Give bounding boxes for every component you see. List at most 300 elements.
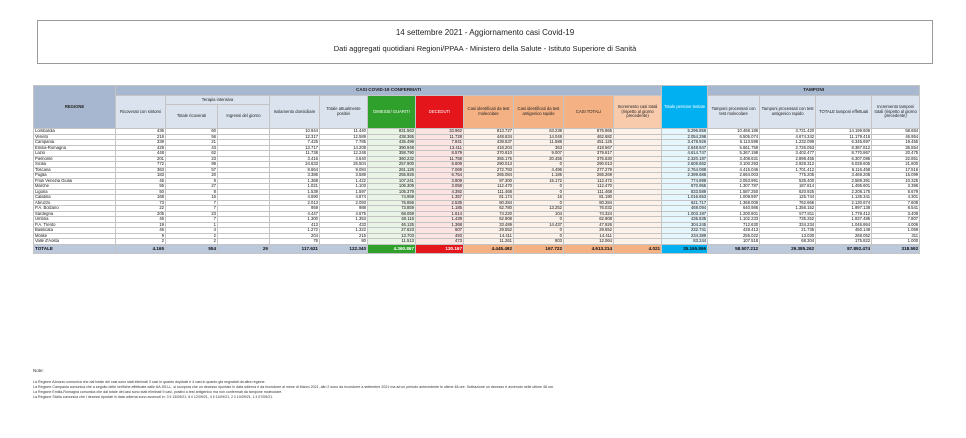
- header-deceduti: DECEDUTI: [416, 96, 464, 129]
- report-title: 14 settembre 2021 - Aggiornamento casi Covid-19: [395, 28, 575, 37]
- cell-positivi: 12.248: [320, 151, 368, 157]
- cell-casi-totali: 12.064: [564, 239, 614, 245]
- cell-ti-totale: 21: [166, 140, 218, 146]
- cell-ricoverati: 448: [116, 151, 166, 157]
- cell-isolamento: 4.690: [270, 195, 320, 201]
- header-ricoverati: Ricoverati con sintomi: [116, 96, 166, 129]
- cell-t-incremento: 7.608: [872, 200, 920, 206]
- cell-molecolare: 265.084: [464, 173, 514, 179]
- cell-t-totale: 8.770.867: [816, 151, 872, 157]
- cell-molecolare: 97.300: [464, 178, 514, 184]
- cell-antigenico: 0: [514, 233, 564, 239]
- cell-t-incremento: 58.684: [872, 129, 920, 135]
- cell-t-incremento: 35.554: [872, 145, 920, 151]
- cell-t-antigenico: 2.898.455: [760, 156, 816, 162]
- cell-dimessi: 75.656: [368, 200, 416, 206]
- cell-antigenico: 14.437: [514, 222, 564, 228]
- cell-t-totale: 268.052: [816, 233, 872, 239]
- cell-positivi: 9.084: [320, 167, 368, 173]
- cell-ricoverati: 168: [116, 195, 166, 201]
- cell-molecolare: 272.783: [464, 167, 514, 173]
- cell-t-molecolare: 2.053.991: [708, 178, 760, 184]
- cell-t-molecolare: 3.100.293: [708, 162, 760, 168]
- cell-isolamento: 12.317: [270, 134, 320, 140]
- cell-persone: 304.245: [662, 222, 708, 228]
- cell-t-antigenico: 3.731.420: [760, 129, 816, 135]
- cell-t-antigenico: 577.811: [760, 211, 816, 217]
- cell-t-incremento: 7.807: [872, 217, 920, 223]
- cell-dimessi: 435.499: [368, 140, 416, 146]
- cell-positivi: 3.640: [320, 156, 368, 162]
- cell-t-totale: 11.179.416: [816, 134, 872, 140]
- cell-casi-totali: 451.125: [564, 140, 614, 146]
- cell-t-totale: 6.307.086: [816, 156, 872, 162]
- cell-persone: 2.320.187: [662, 156, 708, 162]
- cell-isolamento: 10.944: [270, 129, 320, 135]
- notes-section: [33, 368, 933, 400]
- cell-dimessi: 358.790: [368, 151, 416, 157]
- cell-t-molecolare: 4.415.046: [708, 167, 760, 173]
- cell-t-antigenico: 3.402.477: [760, 151, 816, 157]
- cell-t-molecolare: 1.200.601: [708, 211, 760, 217]
- cell-dimessi: 438.365: [368, 134, 416, 140]
- cell-persone: 234.389: [662, 233, 708, 239]
- covid-data-table: [33, 85, 966, 254]
- header-group-terapia-intensiva: Terapia intensiva: [166, 96, 270, 105]
- cell-deceduti: 1.357: [416, 195, 464, 201]
- cell-ricoverati: 205: [116, 211, 166, 217]
- cell-t-molecolare: 640.986: [708, 206, 760, 212]
- cell-persone: 774.899: [662, 178, 708, 184]
- cell-dimessi: 74.959: [368, 195, 416, 201]
- cell-casi-totali: 14.411: [564, 233, 614, 239]
- cell-t-molecolare: 255.022: [708, 233, 760, 239]
- cell-positivi: 1.597: [320, 189, 368, 195]
- cell-deceduti: 4.392: [416, 189, 464, 195]
- header-region: REGIONE: [34, 86, 116, 129]
- cell-antigenico: 363: [514, 145, 564, 151]
- header-dimessi: DIMESSI/ GUARITI: [368, 96, 416, 129]
- cell-antigenico: 803: [514, 239, 564, 245]
- cell-ricoverati: 19: [116, 222, 166, 228]
- cell-dimessi: 105.379: [368, 189, 416, 195]
- cell-t-antigenico: 2.928.312: [760, 162, 816, 168]
- cell-ricoverati: 46: [116, 217, 166, 223]
- cell-t-antigenico: 775.205: [760, 173, 816, 179]
- cell-t-totale: 175.822: [816, 239, 872, 245]
- cell-molecolare: 80.284: [464, 200, 514, 206]
- cell-t-totale: 87.892.474: [816, 244, 872, 253]
- cell-deceduti: 7.069: [416, 167, 464, 173]
- cell-ricoverati: 183: [116, 173, 166, 179]
- cell-region: Marche: [34, 184, 116, 190]
- cell-t-totale: 1.837.485: [816, 217, 872, 223]
- cell-ricoverati: 73: [116, 200, 166, 206]
- cell-ti-totale: 7: [166, 200, 218, 206]
- cell-persone: 2.764.088: [662, 167, 708, 173]
- cell-casi-totali: 375.630: [564, 156, 614, 162]
- cell-antigenico: 0: [514, 200, 564, 206]
- cell-antigenico: 11.588: [514, 140, 564, 146]
- cell-ti-ingressi: 29: [218, 244, 270, 253]
- cell-positivi: 25.504: [320, 162, 368, 168]
- cell-ricoverati: 436: [116, 129, 166, 135]
- cell-casi-totali: 379.617: [564, 151, 614, 157]
- cell-isolamento: 1.539: [270, 189, 320, 195]
- header-tamponi-molecolare: Tamponi processati con test molecolare: [708, 96, 760, 129]
- cell-casi-totali: 81.190: [564, 195, 614, 201]
- cell-t-molecolare: 58.507.212: [708, 244, 760, 253]
- cell-region: Lazio: [34, 151, 116, 157]
- cell-t-incremento: 8.679: [872, 189, 920, 195]
- cell-molecolare: 112.470: [464, 184, 514, 190]
- cell-dimessi: 106.309: [368, 184, 416, 190]
- cell-dimessi: 257.900: [368, 162, 416, 168]
- cell-antigenico: 15.172: [514, 178, 564, 184]
- cell-dimessi: 831.563: [368, 129, 416, 135]
- cell-t-incremento: 3.396: [872, 184, 920, 190]
- cell-t-molecolare: 10.468.186: [708, 129, 760, 135]
- cell-persone: 870.955: [662, 184, 708, 190]
- cell-t-totale: 1.135.341: [816, 195, 872, 201]
- cell-positivi: 1.422: [320, 178, 368, 184]
- cell-antigenico: 0: [514, 162, 564, 168]
- cell-positivi: 2.093: [320, 200, 368, 206]
- cell-isolamento: 24.633: [270, 162, 320, 168]
- cell-isolamento: 959: [270, 206, 320, 212]
- cell-dimessi: 107.241: [368, 178, 416, 184]
- cell-deceduti: 6.754: [416, 173, 464, 179]
- cell-t-molecolare: 107.518: [708, 239, 760, 245]
- cell-ti-totale: 16: [166, 195, 218, 201]
- cell-region: Molise: [34, 233, 116, 239]
- cell-deceduti: 2.535: [416, 200, 464, 206]
- note-line: La Regione Abruzzo comunica che dal totale dei casi sono stati eliminati 3 casi in quanto duplicati e 4 casi in quanto già segnalati da altra regione.: [33, 380, 266, 384]
- cell-molecolare: 14.411: [464, 233, 514, 239]
- cell-t-incremento: 17.516: [872, 167, 920, 173]
- cell-ricoverati: 772: [116, 162, 166, 168]
- report-subtitle: Dati aggregati quotidiani Regioni/PPAA - Ministero della Salute - Istituto Superiore di Sanità: [333, 44, 637, 53]
- cell-t-antigenico: 2.726.053: [760, 145, 816, 151]
- cell-t-molecolare: 2.694.003: [708, 173, 760, 179]
- cell-t-antigenico: 1.232.099: [760, 140, 816, 146]
- cell-persone: 833.589: [662, 189, 708, 195]
- cell-dimessi: 68.059: [368, 211, 416, 217]
- cell-t-antigenico: 535.400: [760, 178, 816, 184]
- cell-positivi: 7.785: [320, 140, 368, 146]
- cell-persone: 1.003.187: [662, 211, 708, 217]
- cell-t-antigenico: 187.814: [760, 184, 816, 190]
- cell-molecolare: 418.204: [464, 145, 514, 151]
- cell-dimessi: 46.125: [368, 222, 416, 228]
- cell-isolamento: 4.447: [270, 211, 320, 217]
- cell-casi-totali: 4.613.214: [564, 244, 614, 253]
- cell-t-incremento: 1.000: [872, 239, 920, 245]
- cell-deceduti: 1.614: [416, 211, 464, 217]
- cell-t-antigenico: 334.234: [760, 222, 816, 228]
- cell-isolamento: 1.368: [270, 178, 320, 184]
- cell-ricoverati: 363: [116, 167, 166, 173]
- cell-ti-totale: 4: [166, 228, 218, 234]
- cell-t-incremento: 15.099: [872, 173, 920, 179]
- cell-persone: 83.244: [662, 239, 708, 245]
- cell-region: P.A. Bolzano: [34, 206, 116, 212]
- cell-deceduti: 11.728: [416, 134, 464, 140]
- cell-molecolare: 29.552: [464, 228, 514, 234]
- cell-positivi: 3.589: [320, 173, 368, 179]
- cell-positivi: 11.440: [320, 129, 368, 135]
- cell-dimessi: 27.623: [368, 228, 416, 234]
- cell-t-antigenico: 125.744: [760, 195, 816, 201]
- cell-antigenico: 0: [514, 217, 564, 223]
- cell-t-antigenico: 68.304: [760, 239, 816, 245]
- note-line: La Regione Sicilia comunica che i decessi riportati in data odierna sono avvenuti in: 3 il 13/09/21, 6 il 12/09/21, 4 il 11/09/21, 2 il 10/09/21, 1 il 07/09/21.: [33, 395, 274, 399]
- cell-t-totale: 6.028.605: [816, 162, 872, 168]
- cell-molecolare: 62.780: [464, 206, 514, 212]
- cell-casi-totali: 111.468: [564, 189, 614, 195]
- cell-isolamento: 1.300: [270, 217, 320, 223]
- cell-t-molecolare: 1.587.250: [708, 189, 760, 195]
- cell-t-molecolare: 6.505.074: [708, 134, 760, 140]
- cell-casi-totali: 277.279: [564, 167, 614, 173]
- cell-region: Veneto: [34, 134, 116, 140]
- cell-t-incremento: 21.600: [872, 162, 920, 168]
- cell-t-molecolare: 1.009.597: [708, 195, 760, 201]
- cell-antigenico: 63.238: [514, 129, 564, 135]
- cell-isolamento: 2.013: [270, 200, 320, 206]
- cell-deceduti: 473: [416, 239, 464, 245]
- cell-ricoverati: 22: [116, 206, 166, 212]
- cell-region: Umbria: [34, 217, 116, 223]
- cell-casi-totali: 29.552: [564, 228, 614, 234]
- cell-ti-totale: 43: [166, 145, 218, 151]
- cell-positivi: 12.589: [320, 134, 368, 140]
- cell-deceduti: 13.411: [416, 145, 464, 151]
- cell-positivi: 1.322: [320, 228, 368, 234]
- cell-ti-totale: 2: [166, 239, 218, 245]
- cell-casi-totali: 876.965: [564, 129, 614, 135]
- cell-t-totale: 2.589.391: [816, 178, 872, 184]
- cell-positivi: 1.353: [320, 217, 368, 223]
- cell-region: Sardegna: [34, 211, 116, 217]
- cell-region: Friuli Venezia Giulia: [34, 178, 116, 184]
- cell-region: Emilia-Romagna: [34, 145, 116, 151]
- cell-dimessi: 390.948: [368, 145, 416, 151]
- cell-molecolare: 111.468: [464, 189, 514, 195]
- cell-deceduti: 3.058: [416, 184, 464, 190]
- cell-t-incremento: 3.408: [872, 211, 920, 217]
- cell-deceduti: 1.368: [416, 222, 464, 228]
- cell-deceduti: 8.579: [416, 151, 464, 157]
- cell-region: Sicilia: [34, 162, 116, 168]
- cell-casi-totali: 47.926: [564, 222, 614, 228]
- cell-t-antigenico: 4.674.342: [760, 134, 816, 140]
- cell-dimessi: 360.232: [368, 156, 416, 162]
- cell-positivi: 80: [320, 239, 368, 245]
- cell-ti-totale: 8: [166, 189, 218, 195]
- cell-antigenico: 0: [514, 228, 564, 234]
- cell-molecolare: 439.537: [464, 140, 514, 146]
- cell-t-totale: 450.148: [816, 228, 872, 234]
- header-group-confirmed: CASI COVID-19 CONFERMATI: [116, 86, 662, 96]
- cell-t-molecolare: 3.408.631: [708, 156, 760, 162]
- cell-t-molecolare: 5.661.759: [708, 145, 760, 151]
- cell-isolamento: 413: [270, 222, 320, 228]
- cell-persone: 4.614.747: [662, 151, 708, 157]
- cell-molecolare: 81.174: [464, 195, 514, 201]
- cell-region: Piemonte: [34, 156, 116, 162]
- cell-t-totale: 6.116.458: [816, 167, 872, 173]
- cell-molecolare: 370.610: [464, 151, 514, 157]
- cell-isolamento: 8.664: [270, 167, 320, 173]
- cell-ti-totale: 20: [166, 173, 218, 179]
- header-tamponi-totale: TOTALE tamponi effettuati: [816, 96, 872, 129]
- cell-ricoverati: 45: [116, 178, 166, 184]
- cell-casi-totali: 80.284: [564, 200, 614, 206]
- cell-ricoverati: 428: [116, 145, 166, 151]
- cell-antigenico: 4.496: [514, 167, 564, 173]
- cell-t-molecolare: 1.307.787: [708, 184, 760, 190]
- cell-t-incremento: 19.455: [872, 140, 920, 146]
- cell-region: Puglia: [34, 173, 116, 179]
- cell-ti-totale: 2: [166, 233, 218, 239]
- header-isolamento: Isolamento domiciliare: [270, 96, 320, 129]
- cell-positivi: 122.340: [320, 244, 368, 253]
- cell-region: TOTALE: [34, 244, 116, 253]
- cell-t-incremento: 1.059: [872, 228, 920, 234]
- cell-ricoverati: 4.165: [116, 244, 166, 253]
- cell-isolamento: 76: [270, 239, 320, 245]
- cell-t-totale: 1.495.601: [816, 184, 872, 190]
- cell-positivi: 4.675: [320, 211, 368, 217]
- cell-casi-totali: 290.013: [564, 162, 614, 168]
- header-antigenico: Casi identificati da test antigenico rapido: [514, 96, 564, 129]
- cell-t-incremento: 4.301: [872, 195, 920, 201]
- cell-t-totale: 2.208.175: [816, 189, 872, 195]
- cell-t-antigenico: 21.735: [760, 228, 816, 234]
- cell-t-molecolare: 5.367.198: [708, 151, 760, 157]
- note-line: La Regione Campania comunica che a seguito delle verifiche effettuate dalle AA.SS.LL. si scorpora che un decesso riportato in data odierna è da ricondurre al mese di Marzo 2021, altri 2 sono da ricondurre a settembre 2021 ma ad un periodo antecedente le ultime 48 ore. Sottrazione un decesso è avvenuto nelle ultime 48 ore.: [33, 385, 555, 389]
- cell-deceduti: 3.809: [416, 178, 464, 184]
- cell-persone: 35.165.866: [662, 244, 708, 253]
- cell-casi-totali: 74.324: [564, 211, 614, 217]
- cell-ricoverati: 2: [116, 239, 166, 245]
- cell-t-incremento: 22.851: [872, 156, 920, 162]
- cell-molecolare: 4.445.492: [464, 244, 514, 253]
- cell-persone: 2.648.947: [662, 145, 708, 151]
- title-box: [37, 20, 933, 64]
- cell-ti-totale: 9: [166, 178, 218, 184]
- cell-deceduti: 11.758: [416, 156, 464, 162]
- cell-ricoverati: 55: [116, 184, 166, 190]
- cell-t-antigenico: 29.385.262: [760, 244, 816, 253]
- cell-isolamento: 204: [270, 233, 320, 239]
- cell-ti-totale: 7: [166, 206, 218, 212]
- cell-isolamento: 1.021: [270, 184, 320, 190]
- cell-isolamento: 11.738: [270, 151, 320, 157]
- cell-t-molecolare: 1.102.233: [708, 217, 760, 223]
- cell-antigenico: 20.455: [514, 156, 564, 162]
- cell-t-antigenico: 1.356.152: [760, 206, 816, 212]
- cell-dimessi: 73.859: [368, 206, 416, 212]
- cell-antigenico: 167.722: [514, 244, 564, 253]
- cell-antigenico: 0: [514, 184, 564, 190]
- cell-positivi: 1.103: [320, 184, 368, 190]
- cell-region: Campania: [34, 140, 116, 146]
- cell-t-totale: 8.387.812: [816, 145, 872, 151]
- cell-antigenico: 14.048: [514, 134, 564, 140]
- table-body: [34, 129, 966, 254]
- cell-t-totale: 3.469.208: [816, 173, 872, 179]
- cell-ti-totale: 99: [166, 162, 218, 168]
- cell-t-antigenico: 620.925: [760, 189, 816, 195]
- cell-ricoverati: 339: [116, 140, 166, 146]
- cell-ti-totale: 1: [166, 222, 218, 228]
- cell-region: Calabria: [34, 195, 116, 201]
- cell-persone: 469.094: [662, 206, 708, 212]
- cell-positivi: 4.874: [320, 195, 368, 201]
- cell-t-antigenico: 762.666: [760, 200, 816, 206]
- cell-t-totale: 2.130.674: [816, 200, 872, 206]
- cell-ricoverati: 216: [116, 134, 166, 140]
- cell-t-incremento: 10.325: [872, 178, 920, 184]
- cell-molecolare: 11.261: [464, 239, 514, 245]
- cell-t-molecolare: 5.113.598: [708, 140, 760, 146]
- cell-ti-totale: 554: [166, 244, 218, 253]
- cell-ti-totale: 57: [166, 167, 218, 173]
- cell-antigenico: 1.185: [514, 173, 564, 179]
- cell-region: P.A. Trento: [34, 222, 116, 228]
- header-casi-totali: CASI TOTALI: [564, 96, 614, 129]
- cell-ti-totale: 60: [166, 129, 218, 135]
- cell-antigenico: 16: [514, 195, 564, 201]
- cell-incremento: 4.021: [614, 244, 662, 253]
- cell-dimessi: 13.703: [368, 233, 416, 239]
- cell-deceduti: 6.609: [416, 162, 464, 168]
- cell-positivi: 988: [320, 206, 368, 212]
- cell-t-antigenico: 1.701.412: [760, 167, 816, 173]
- cell-positivi: 14.208: [320, 145, 368, 151]
- cell-persone: 2.605.662: [662, 162, 708, 168]
- cell-t-totale: 14.199.606: [816, 129, 872, 135]
- cell-casi-totali: 76.032: [564, 206, 614, 212]
- cell-region: Valle d'Aosta: [34, 239, 116, 245]
- cell-persone: 3.478.926: [662, 140, 708, 146]
- cell-t-incremento: 46.954: [872, 134, 920, 140]
- cell-persone: 2.399.685: [662, 173, 708, 179]
- cell-t-antigenico: 735.252: [760, 217, 816, 223]
- cell-isolamento: 13.717: [270, 145, 320, 151]
- cell-persone: 1.016.653: [662, 195, 708, 201]
- cell-casi-totali: 462.682: [564, 134, 614, 140]
- cell-ti-totale: 27: [166, 184, 218, 190]
- cell-dimessi: 255.926: [368, 173, 416, 179]
- cell-t-totale: 1.046.864: [816, 222, 872, 228]
- cell-ti-totale: 62: [166, 151, 218, 157]
- cell-casi-totali: 418.567: [564, 145, 614, 151]
- cell-casi-totali: 112.470: [564, 184, 614, 190]
- cell-region: Toscana: [34, 167, 116, 173]
- cell-t-incremento: 8.541: [872, 206, 920, 212]
- cell-deceduti: 493: [416, 233, 464, 239]
- cell-dimessi: 60.116: [368, 217, 416, 223]
- cell-t-antigenico: 13.030: [760, 233, 816, 239]
- cell-casi-totali: 62.908: [564, 217, 614, 223]
- cell-molecolare: 448.634: [464, 134, 514, 140]
- cell-region: Basilicata: [34, 228, 116, 234]
- cell-casi-totali: 266.269: [564, 173, 614, 179]
- cell-isolamento: 117.621: [270, 244, 320, 253]
